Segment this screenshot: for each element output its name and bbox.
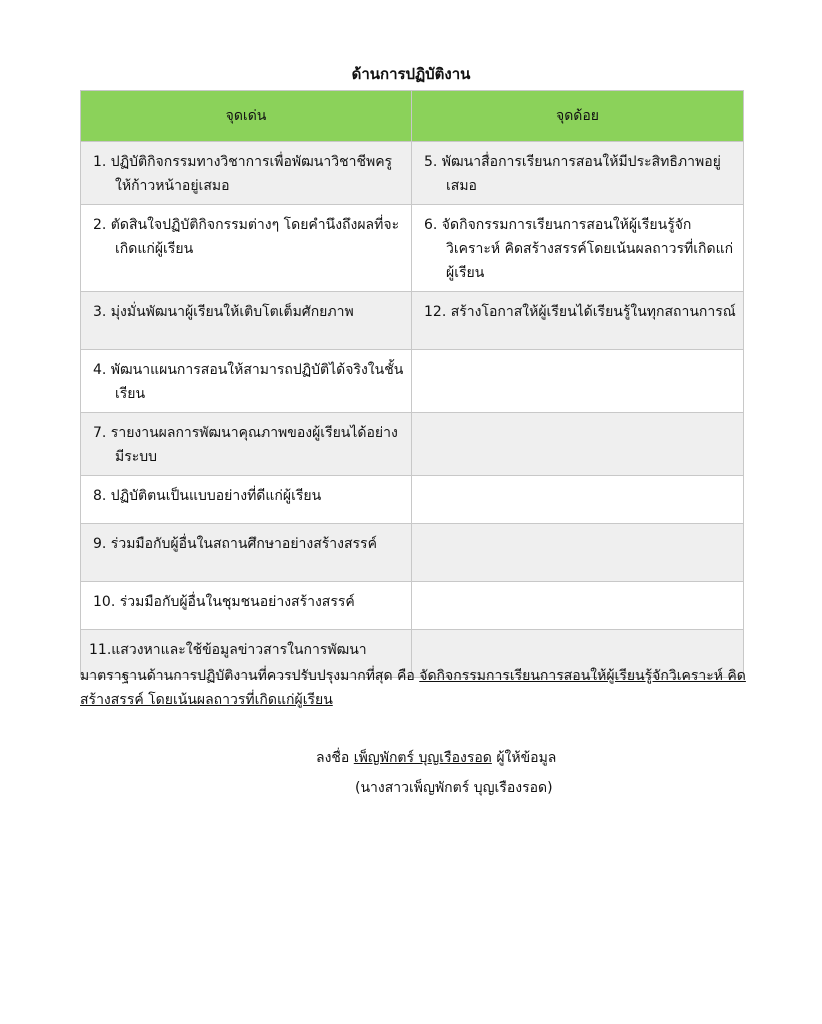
weakness-cell bbox=[412, 413, 744, 476]
strength-item: 3. มุ่งมั่นพัฒนาผู้เรียนให้เติบโตเต็มศักยภาพ bbox=[93, 304, 354, 320]
signer-full-name: (นางสาวเพ็ญพักตร์ บุญเรืองรอด) bbox=[355, 780, 553, 796]
standard-intro: มาตราฐานด้านการปฏิบัติงานที่ควรปรับปรุงมากที่สุด คือ bbox=[80, 668, 420, 684]
strength-cell bbox=[81, 142, 412, 205]
weakness-cell bbox=[412, 292, 744, 350]
strength-cell bbox=[81, 350, 412, 413]
strength-cell bbox=[81, 476, 412, 524]
table-header-row bbox=[81, 91, 744, 142]
weakness-cell bbox=[412, 142, 744, 205]
strength-item: 7. รายงานผลการพัฒนาคุณภาพของผู้เรียนได้อย่างมีระบบ bbox=[93, 425, 398, 465]
weakness-cell bbox=[412, 524, 744, 582]
standard-answer: จัดกิจกรรมการเรียนการสอนให้ผู้เรียนรู้จักวิเคราะห์ คิดสร้างสรรค์ โดยเน้นผลถาวรที่เกิดแก่ผู้เรียน bbox=[80, 668, 746, 708]
table-row bbox=[81, 142, 744, 205]
weakness-cell bbox=[412, 582, 744, 630]
table-row bbox=[81, 476, 744, 524]
weakness-item: 5. พัฒนาสื่อการเรียนการสอนให้มีประสิทธิภาพอยู่เสมอ bbox=[424, 154, 721, 194]
table-row bbox=[81, 292, 744, 350]
header-strengths: จุดเด่น bbox=[81, 91, 412, 142]
improvement-standard-paragraph bbox=[80, 664, 750, 712]
table-row bbox=[81, 524, 744, 582]
signature-name: เพ็ญพักตร์ บุญเรืองรอด bbox=[353, 750, 492, 766]
strengths-weaknesses-table bbox=[80, 90, 744, 678]
strength-item: 10. ร่วมมือกับผู้อื่นในชุมชนอย่างสร้างสรรค์ bbox=[93, 594, 355, 610]
weakness-cell bbox=[412, 350, 744, 413]
weakness-item: 12. สร้างโอกาสให้ผู้เรียนได้เรียนรู้ในทุกสถานการณ์ bbox=[424, 304, 736, 320]
strength-cell bbox=[81, 582, 412, 630]
table-row bbox=[81, 350, 744, 413]
signature-suffix: ผู้ให้ข้อมูล bbox=[491, 750, 557, 766]
strength-item: 4. พัฒนาแผนการสอนให้สามารถปฏิบัติได้จริงในชั้นเรียน bbox=[93, 362, 404, 402]
strength-item: 8. ปฏิบัติตนเป็นแบบอย่างที่ดีแก่ผู้เรียน bbox=[93, 488, 322, 504]
strength-cell bbox=[81, 292, 412, 350]
weakness-cell bbox=[412, 476, 744, 524]
weakness-item: 6. จัดกิจกรรมการเรียนการสอนให้ผู้เรียนรู้จักวิเคราะห์ คิดสร้างสรรค์โดยเน้นผลถาวรที่เกิดแก่ผู้เรียน bbox=[424, 217, 734, 281]
table-row bbox=[81, 205, 744, 292]
strength-item: 2. ตัดสินใจปฏิบัติกิจกรรมต่างๆ โดยคำนึงถึงผลที่จะเกิดแก่ผู้เรียน bbox=[93, 217, 400, 257]
table-row bbox=[81, 413, 744, 476]
signature-prefix: ลงชื่อ bbox=[316, 750, 354, 766]
table-row bbox=[81, 582, 744, 630]
strength-cell bbox=[81, 205, 412, 292]
strength-item: 11.แสวงหาและใช้ข้อมูลข่าวสารในการพัฒนา bbox=[89, 642, 367, 658]
strength-cell bbox=[81, 524, 412, 582]
header-weaknesses: จุดด้อย bbox=[412, 91, 744, 142]
weakness-cell bbox=[412, 205, 744, 292]
section-title: ด้านการปฏิบัติงาน bbox=[351, 65, 471, 83]
strength-cell bbox=[81, 413, 412, 476]
strength-item: 1. ปฏิบัติกิจกรรมทางวิชาการเพื่อพัฒนาวิชาชีพครูให้ก้าวหน้าอยู่เสมอ bbox=[93, 154, 393, 194]
strength-item: 9. ร่วมมือกับผู้อื่นในสถานศึกษาอย่างสร้างสรรค์ bbox=[93, 536, 377, 552]
signature-line bbox=[316, 746, 556, 770]
